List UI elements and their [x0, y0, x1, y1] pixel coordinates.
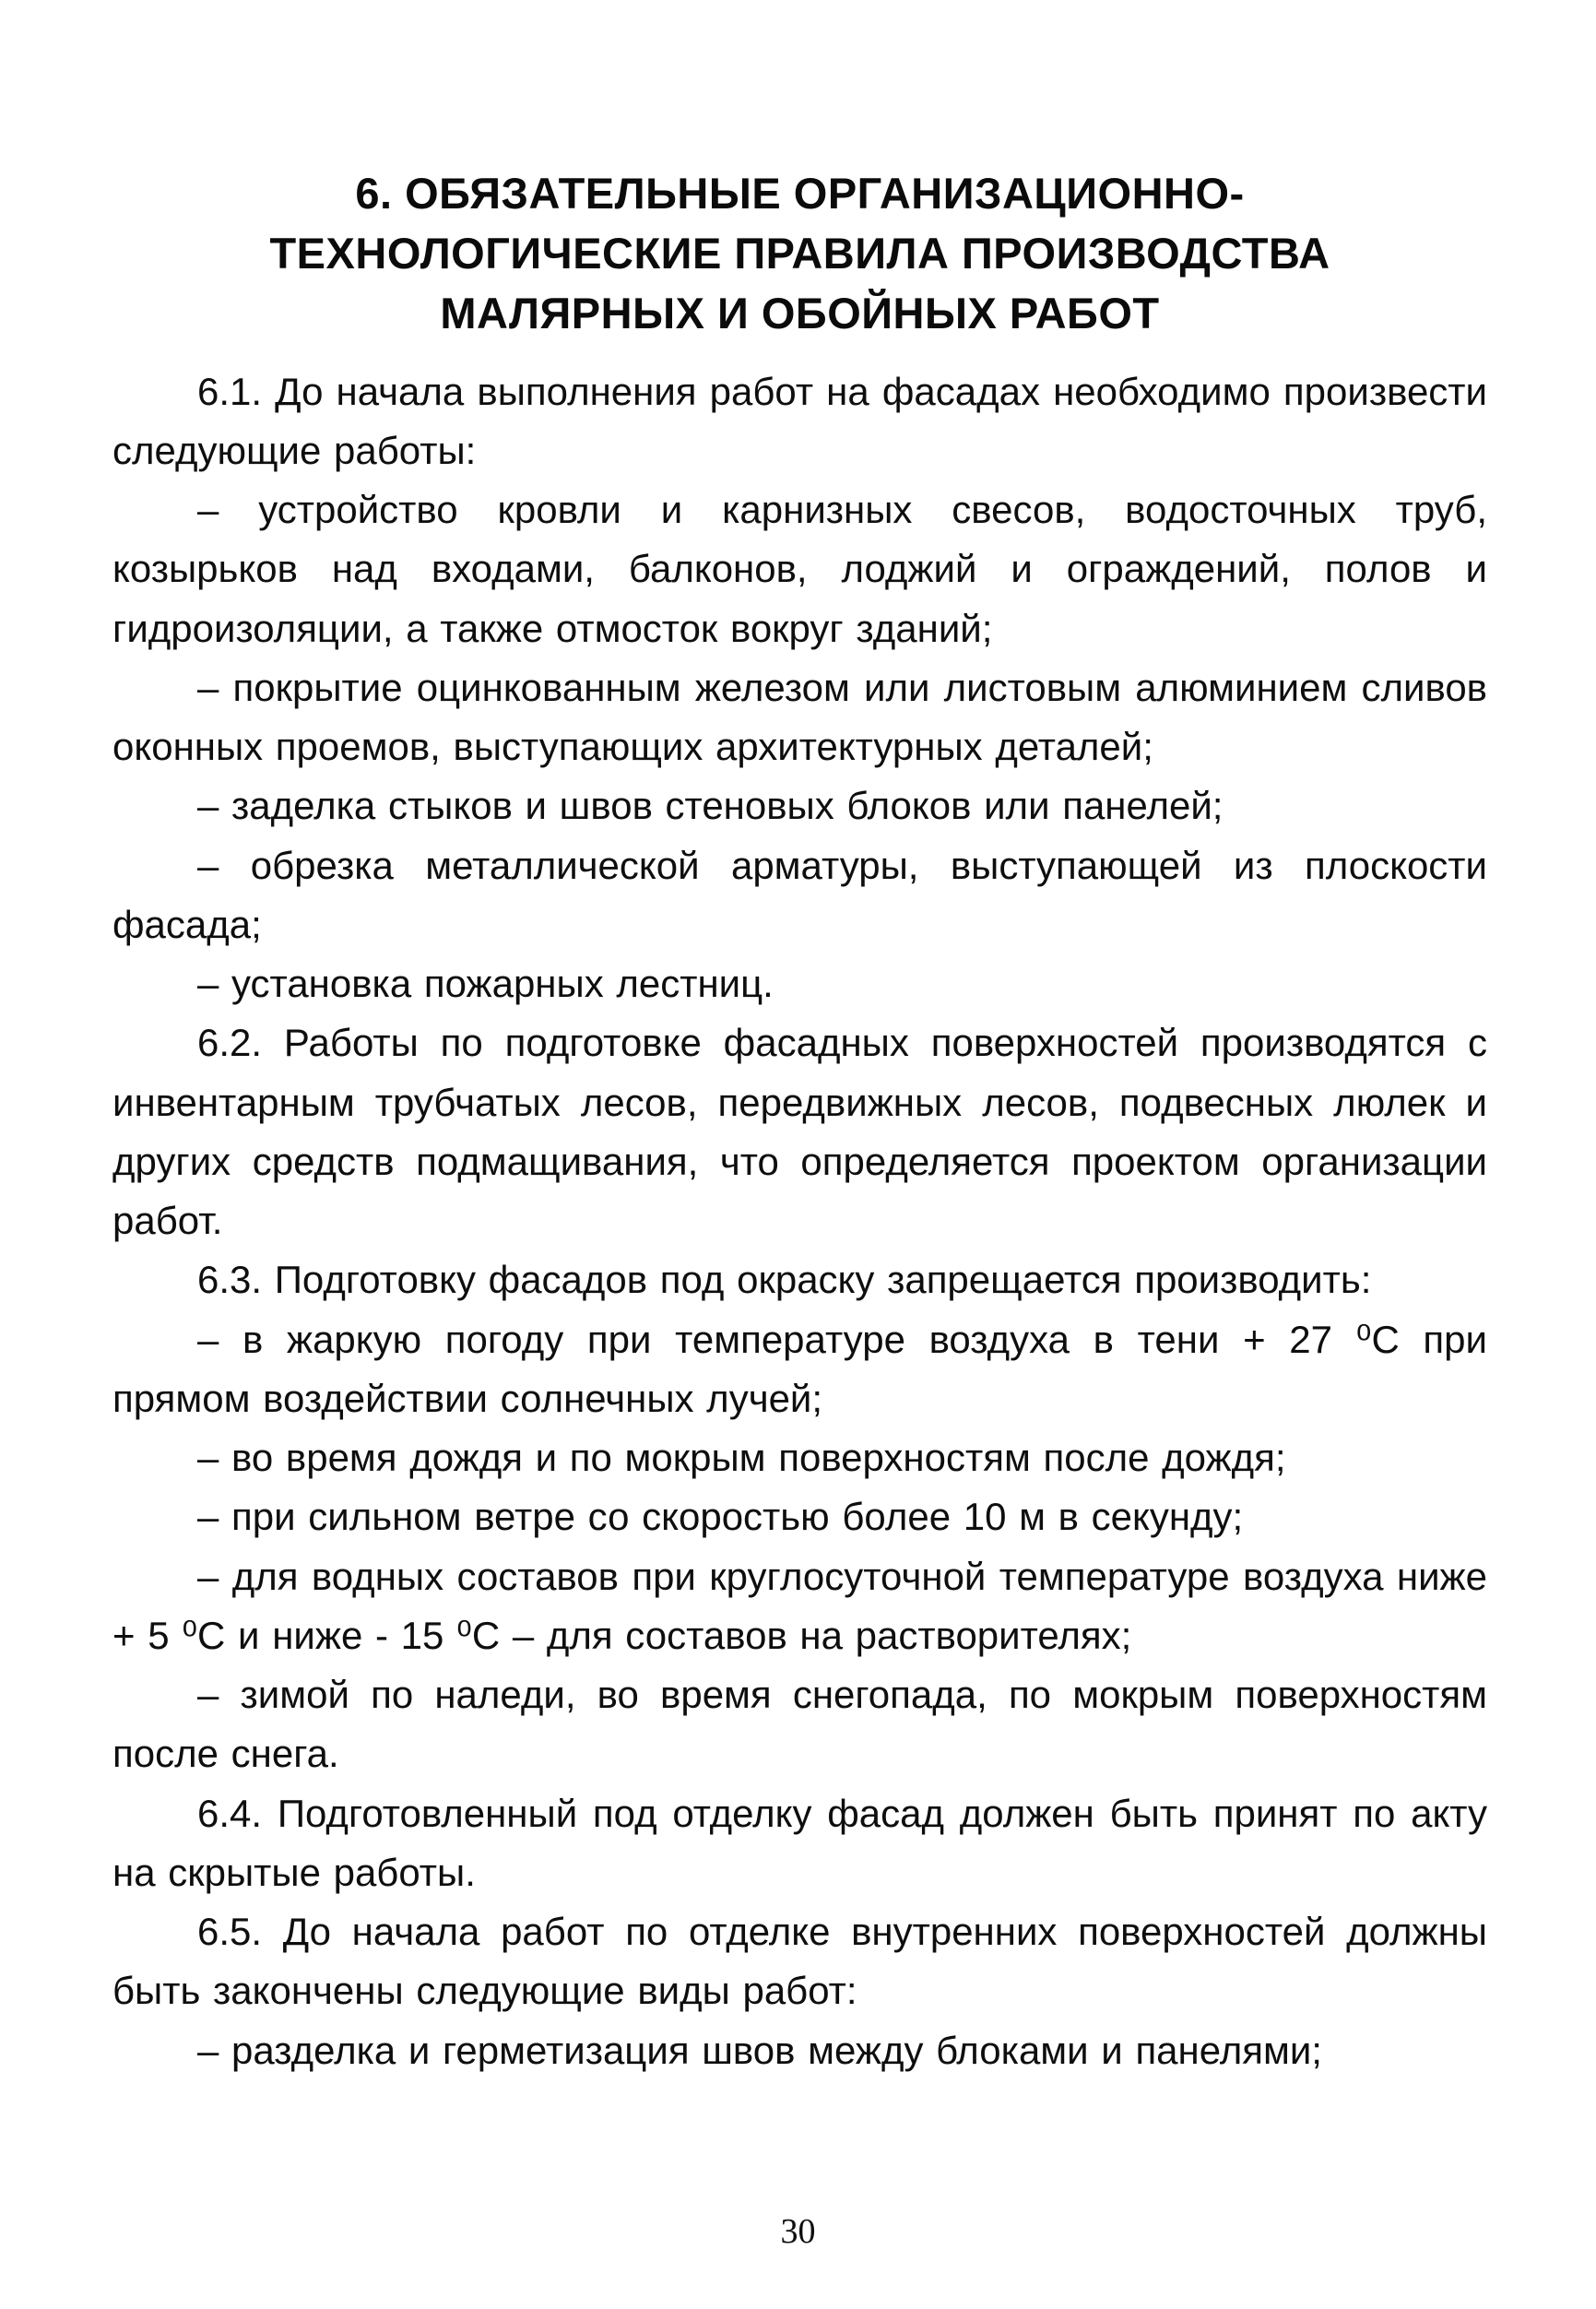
section-title: [112, 164, 1487, 344]
paragraph: – покрытие оцинкованным железом или листовым алюминием сливов оконных проемов, выступающих архитектурных деталей;: [112, 665, 1487, 769]
body-text: [112, 362, 1487, 2080]
paragraph: – обрезка металлической арматуры, выступающей из плоскости фасада;: [112, 843, 1487, 946]
paragraph: – во время дождя и по мокрым поверхностям после дождя;: [197, 1436, 1286, 1480]
paragraph: – установка пожарных лестниц.: [197, 962, 774, 1006]
paragraph: – в жаркую погоду при температуре воздуха в тени + 27 ⁰С при прямом воздействии солнечных лучей;: [112, 1317, 1487, 1420]
section-title-line-2: ТЕХНОЛОГИЧЕСКИЕ ПРАВИЛА ПРОИЗВОДСТВА: [269, 228, 1330, 278]
text-block: [112, 164, 1487, 2080]
paragraph: – для водных составов при круглосуточной температуре воздуха ниже + 5 ⁰С и ниже - 15 ⁰С – для составов на растворителях;: [112, 1554, 1487, 1657]
paragraph: 6.4. Подготовленный под отделку фасад должен быть принят по акту на скрытые работы.: [112, 1791, 1487, 1894]
paragraph: – заделка стыков и швов стеновых блоков или панелей;: [197, 784, 1224, 828]
section-title-line-1: 6. ОБЯЗАТЕЛЬНЫЕ ОРГАНИЗАЦИОННО-: [355, 169, 1245, 218]
paragraph: 6.5. До начала работ по отделке внутренних поверхностей должны быть закончены следующие виды работ:: [112, 1910, 1487, 2013]
paragraph: 6.1. До начала выполнения работ на фасадах необходимо произвести следующие работы:: [112, 369, 1487, 472]
paragraph: – разделка и герметизация швов между блоками и панелями;: [197, 2028, 1322, 2072]
paragraph: – устройство кровли и карнизных свесов, водосточных труб, козырьков над входами, балконов, лоджий и ограждений, полов и гидроизоляции, а также отмосток вокруг зданий;: [112, 488, 1487, 650]
paragraph: 6.3. Подготовку фасадов под окраску запрещается производить:: [197, 1258, 1372, 1302]
paragraph: 6.2. Работы по подготовке фасадных поверхностей производятся с инвентарным трубчатых лесов, передвижных лесов, подвесных люлек и других средств подмащивания, что определяется проектом организации работ.: [112, 1021, 1487, 1243]
paragraph: – зимой по наледи, во время снегопада, по мокрым поверхностям после снега.: [112, 1673, 1487, 1776]
paragraph: – при сильном ветре со скоростью более 10 м в секунду;: [197, 1495, 1244, 1539]
section-title-line-3: МАЛЯРНЫХ И ОБОЙНЫХ РАБОТ: [440, 288, 1160, 337]
page-number: 30: [780, 2212, 816, 2251]
